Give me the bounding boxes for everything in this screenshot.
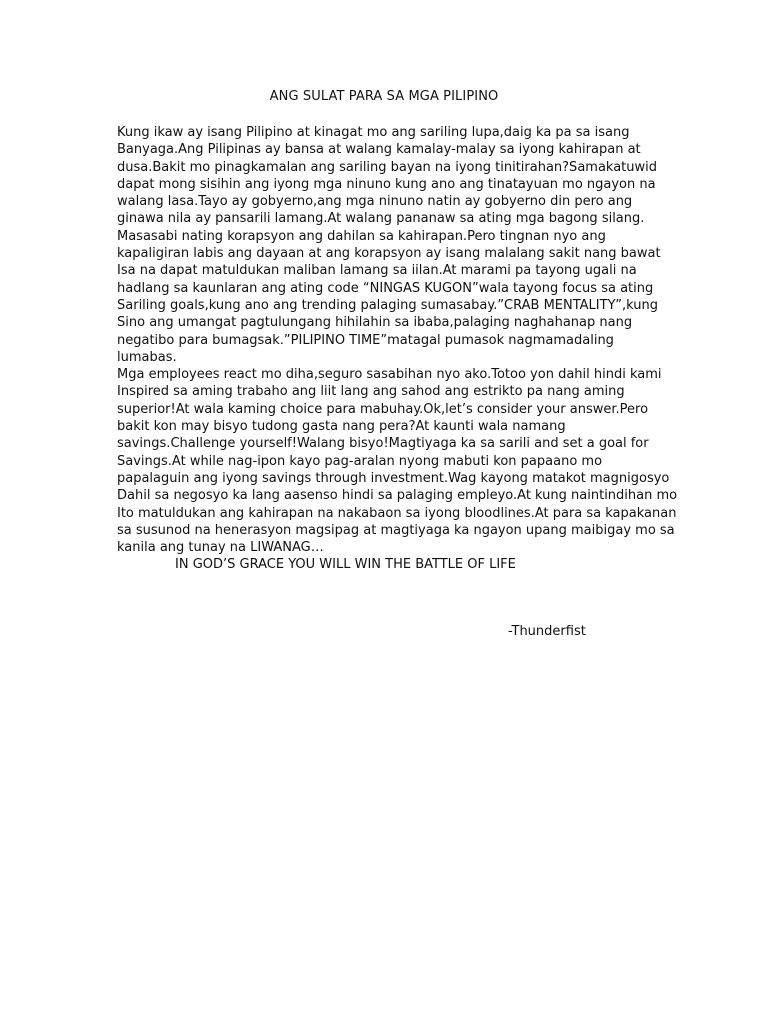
document-title: ANG SULAT PARA SA MGA PILIPINO [269,89,499,104]
body-line: dapat mong sisihin ang iyong mga ninuno kung ano ang tinatayuan mo ngayon na [117,176,656,192]
closing-line: IN GOD’S GRACE YOU WILL WIN THE BATTLE OF LIFE [175,557,516,573]
body-line: savings.Challenge yourself!Walang bisyo!Magtiyaga ka sa sarili and set a goal for [117,436,649,452]
body-line: Mga employees react mo diha,seguro sasabihan nyo ako.Totoo yon dahil hindi kami [117,367,662,383]
body-line: Ito matuldukan ang kahirapan na nakabaon sa iyong bloodlines.At para sa kapakanan [117,505,677,521]
body-line: Savings.At while nag-ipon kayo pag-aralan nyong mabuti kon papaano mo [117,453,603,469]
body-line: bakit kon may bisyo tudong gasta nang pera?At kaunti wala namang [117,419,566,435]
body-line: Sariling goals,kung ano ang trending palaging sumasabay.”CRAB MENTALITY”,kung [117,297,659,313]
body-line: walang lasa.Tayo ay gobyerno,ang mga ninuno natin ay gobyerno din pero ang [117,194,633,210]
body-line: ginawa nila ay pansarili lamang.At walang pananaw sa ating mga bagong silang. [117,211,645,227]
body-line: Banyaga.Ang Pilipinas ay bansa at walang kamalay-malay sa iyong kahirapan at [117,142,641,158]
body-line: sa susunod na henerasyon magsipag at magtiyaga ka ngayon upang maibigay mo sa [117,522,675,538]
body-line: Masasabi nating korapsyon ang dahilan sa kahirapan.Pero tingnan nyo ang [117,228,606,244]
body-line: negatibo para bumagsak.”PILIPINO TIME”matagal pumasok nagmamadaling [117,332,614,348]
body-line: kanila ang tunay na LIWANAG… [117,540,324,556]
body-line: dusa.Bakit mo pinagkamalan ang sariling bayan na iyong tinitirahan?Samakatuwid [117,159,658,175]
body-line: Kung ikaw ay isang Pilipino at kinagat mo ang sariling lupa,daig ka pa sa isang [117,125,630,140]
body-line: Sino ang umangat pagtulungang hihilahin sa ibaba,palaging naghahanap nang [117,315,633,331]
body-line: lumabas. [117,349,177,365]
body-line: hadlang sa kaunlaran ang ating code “NINGAS KUGON”wala tayong focus sa ating [117,280,654,296]
body-line: superior!At wala kaming choice para mabuhay.Ok,let’s consider your answer.Pero [117,401,649,417]
body-line: Inspired sa aming trabaho ang liit lang ang sahod ang estrikto pa nang aming [117,384,625,400]
signature: -Thunderfist [508,624,586,639]
document-body [117,124,678,574]
body-line: kapaligiran labis ang dayaan at ang korapsyon ay isang malalang sakit nang bawat [117,246,661,262]
body-line: Isa na dapat matuldukan maliban lamang sa iilan.At marami pa tayong ugali na [117,263,637,279]
body-line: papalaguin ang iyong savings through investment.Wag kayong matakot magnigosyo [117,470,670,486]
body-line: Dahil sa negosyo ka lang aasenso hindi sa palaging empleyo.At kung naintindihan mo [117,488,678,504]
